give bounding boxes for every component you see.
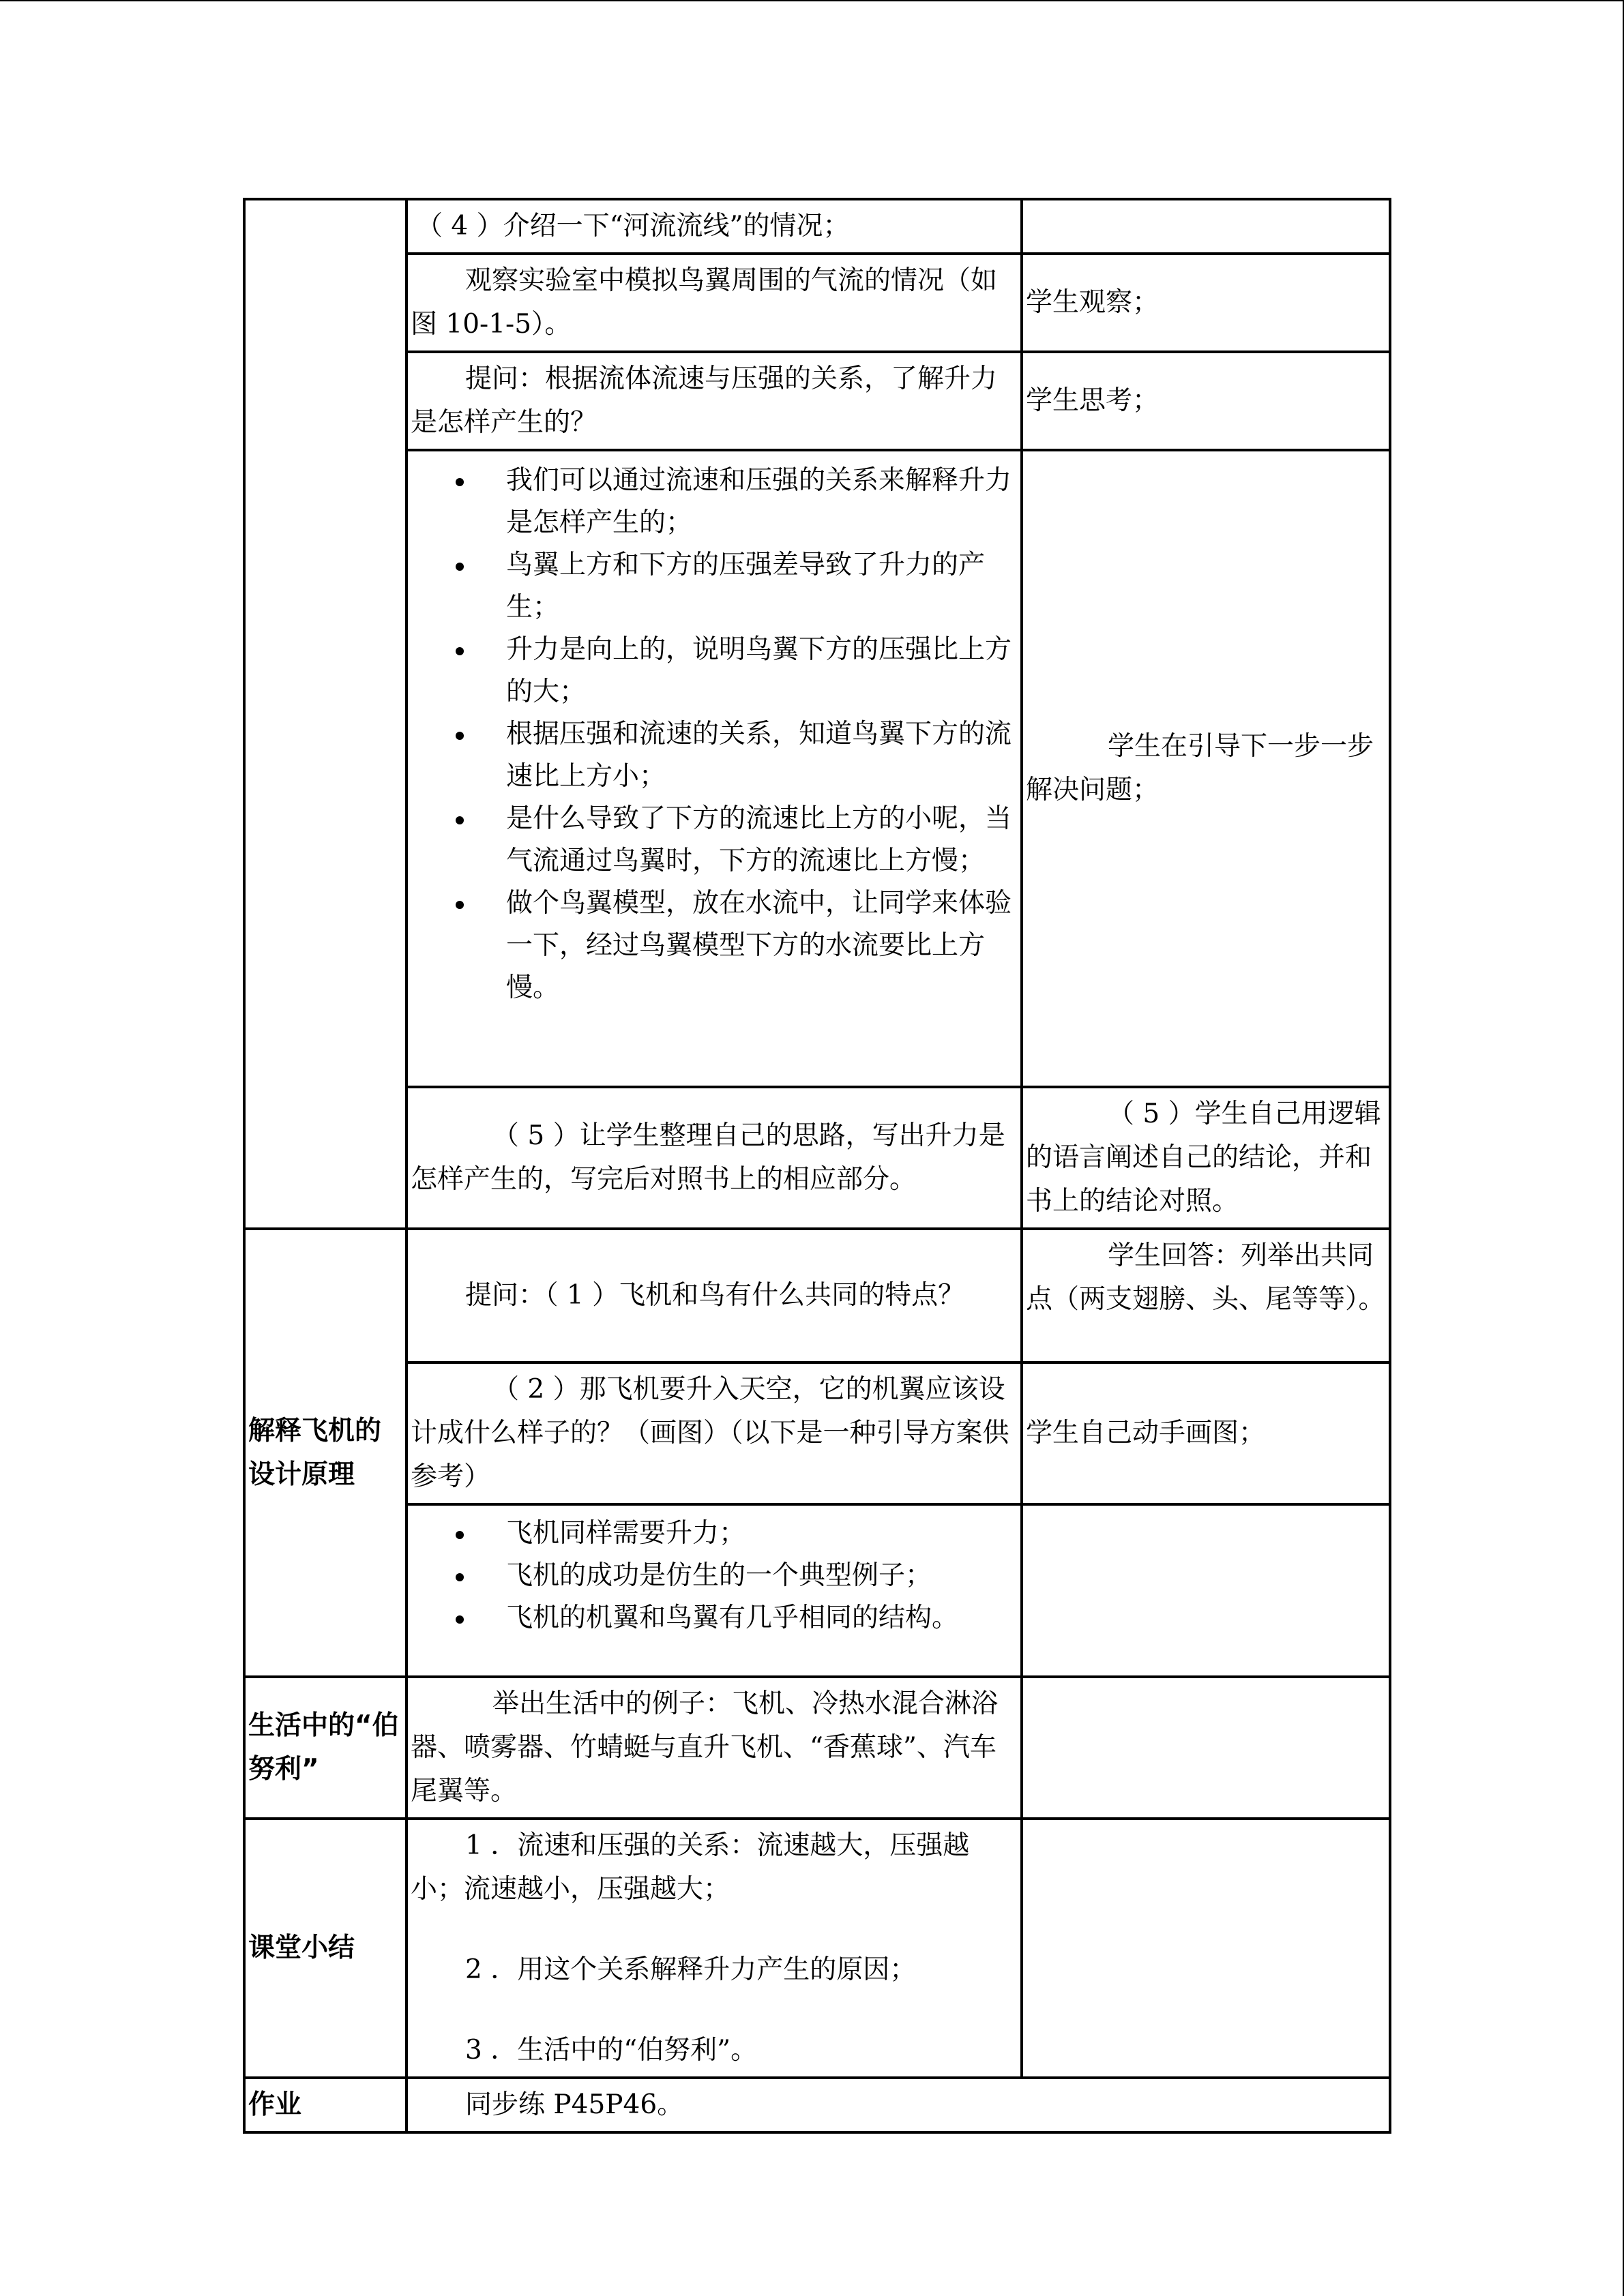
list-item: 飞机的机翼和鸟翼有几乎相同的结构。 [506,1597,1018,1639]
table-row [244,1087,1390,1229]
list-item: 做个鸟翼模型，放在水流中，让同学来体验一下，经过鸟翼模型下方的水流要比上方慢。 [506,882,1018,1009]
table-row [244,1229,1390,1362]
activity-text: 举出生活中的例子：飞机、冷热水混合淋浴器、喷雾器、竹蜻蜓与直升飞机、“香蕉球”、汽车尾翼等。 [411,1688,999,1806]
lesson-plan-table [243,198,1391,2134]
student-text: 学生观察； [1026,287,1160,318]
table-row [244,1819,1390,2078]
table-row [244,199,1390,254]
bullet-icon [456,647,464,655]
page-top-border [0,0,1624,1]
plane-design-list [411,1512,1018,1639]
student-text: 学生在引导下一步一步解决问题； [1026,731,1374,805]
table-row [244,2078,1390,2132]
bullet-icon [456,1615,464,1624]
activity-text: 观察实验室中模拟鸟翼周围的气流的情况（如图 10-1-5）。 [411,265,998,340]
activity-cell [407,199,1022,254]
activity-cell [407,1087,1022,1229]
section-heading-plane-design: 解释飞机的设计原理 [244,1229,407,1677]
activity-cell [407,1819,1022,2078]
student-text: 学生自己动手画图； [1026,1418,1266,1448]
section-heading-cell-empty [244,199,407,1229]
bullet-icon [456,478,464,486]
student-text: 学生回答：列举出共同点（两支翅膀、头、尾等等）。 [1026,1240,1385,1315]
list-item: 根据压强和流速的关系，知道鸟翼下方的流速比上方小； [506,713,1018,798]
homework-text: 同步练 P45P46。 [465,2089,684,2120]
activity-cell [407,1362,1022,1504]
table-row [244,352,1390,450]
activity-cell [407,1229,1022,1362]
bullet-icon [456,901,464,909]
homework-cell [407,2078,1390,2132]
bullet-icon [456,1531,464,1539]
summary-item: 1 ．流速和压强的关系：流速越大，压强越小；流速越小，压强越大； [411,1830,970,1905]
student-cell [1022,199,1390,254]
student-text: （ 5 ）学生自己用逻辑的语言阐述自己的结论，并和书上的结论对照。 [1026,1099,1381,1217]
activity-text: （ 5 ）让学生整理自己的思路，写出升力是怎样产生的，写完后对照书上的相应部分。 [411,1120,1005,1195]
activity-text: 提问：根据流体流速与压强的关系，了解升力是怎样产生的？ [411,363,998,438]
summary-item: 2 ．用这个关系解释升力产生的原因； [465,1954,917,1985]
activity-text: （ 2 ）那飞机要升入天空，它的机翼应该设计成什么样子的？（画图）（以下是一种引导方案供参考） [411,1374,1009,1492]
activity-cell [407,450,1022,1087]
list-item: 升力是向上的，说明鸟翼下方的压强比上方的大； [506,629,1018,713]
activity-text: 提问：（ 1 ）飞机和鸟有什么共同的特点？ [465,1280,965,1311]
activity-cell [407,1504,1022,1677]
bullet-icon [456,732,464,740]
student-cell [1022,1677,1390,1819]
student-cell [1022,352,1390,450]
activity-text: （ 4 ）介绍一下“河流流线”的情况； [416,211,850,241]
activity-cell [407,254,1022,352]
section-heading-summary: 课堂小结 [244,1819,407,2078]
student-cell [1022,1362,1390,1504]
lift-explanation-list [411,460,1018,1009]
student-text: 学生思考； [1026,385,1160,416]
student-cell [1022,1087,1390,1229]
list-item: 我们可以通过流速和压强的关系来解释升力是怎样产生的； [506,460,1018,544]
activity-cell [407,352,1022,450]
list-item: 是什么导致了下方的流速比上方的小呢，当气流通过鸟翼时，下方的流速比上方慢； [506,798,1018,882]
bullet-icon [456,563,464,571]
bullet-icon [456,816,464,824]
table-row [244,1362,1390,1504]
student-cell [1022,450,1390,1087]
section-heading-bernoulli-life: 生活中的“伯努利” [244,1677,407,1819]
list-item: 飞机的成功是仿生的一个典型例子； [506,1555,1018,1597]
list-item: 鸟翼上方和下方的压强差导致了升力的产生； [506,544,1018,629]
table-row [244,1504,1390,1677]
activity-cell [407,1677,1022,1819]
bullet-icon [456,1573,464,1581]
student-cell [1022,1229,1390,1362]
section-heading-homework: 作业 [244,2078,407,2132]
student-cell [1022,1504,1390,1677]
table-row [244,1677,1390,1819]
summary-item: 3 ．生活中的“伯努利”。 [465,2035,758,2066]
table-row [244,254,1390,352]
student-cell [1022,254,1390,352]
list-item: 飞机同样需要升力； [506,1512,1018,1555]
table-row [244,450,1390,1087]
student-cell [1022,1819,1390,2078]
